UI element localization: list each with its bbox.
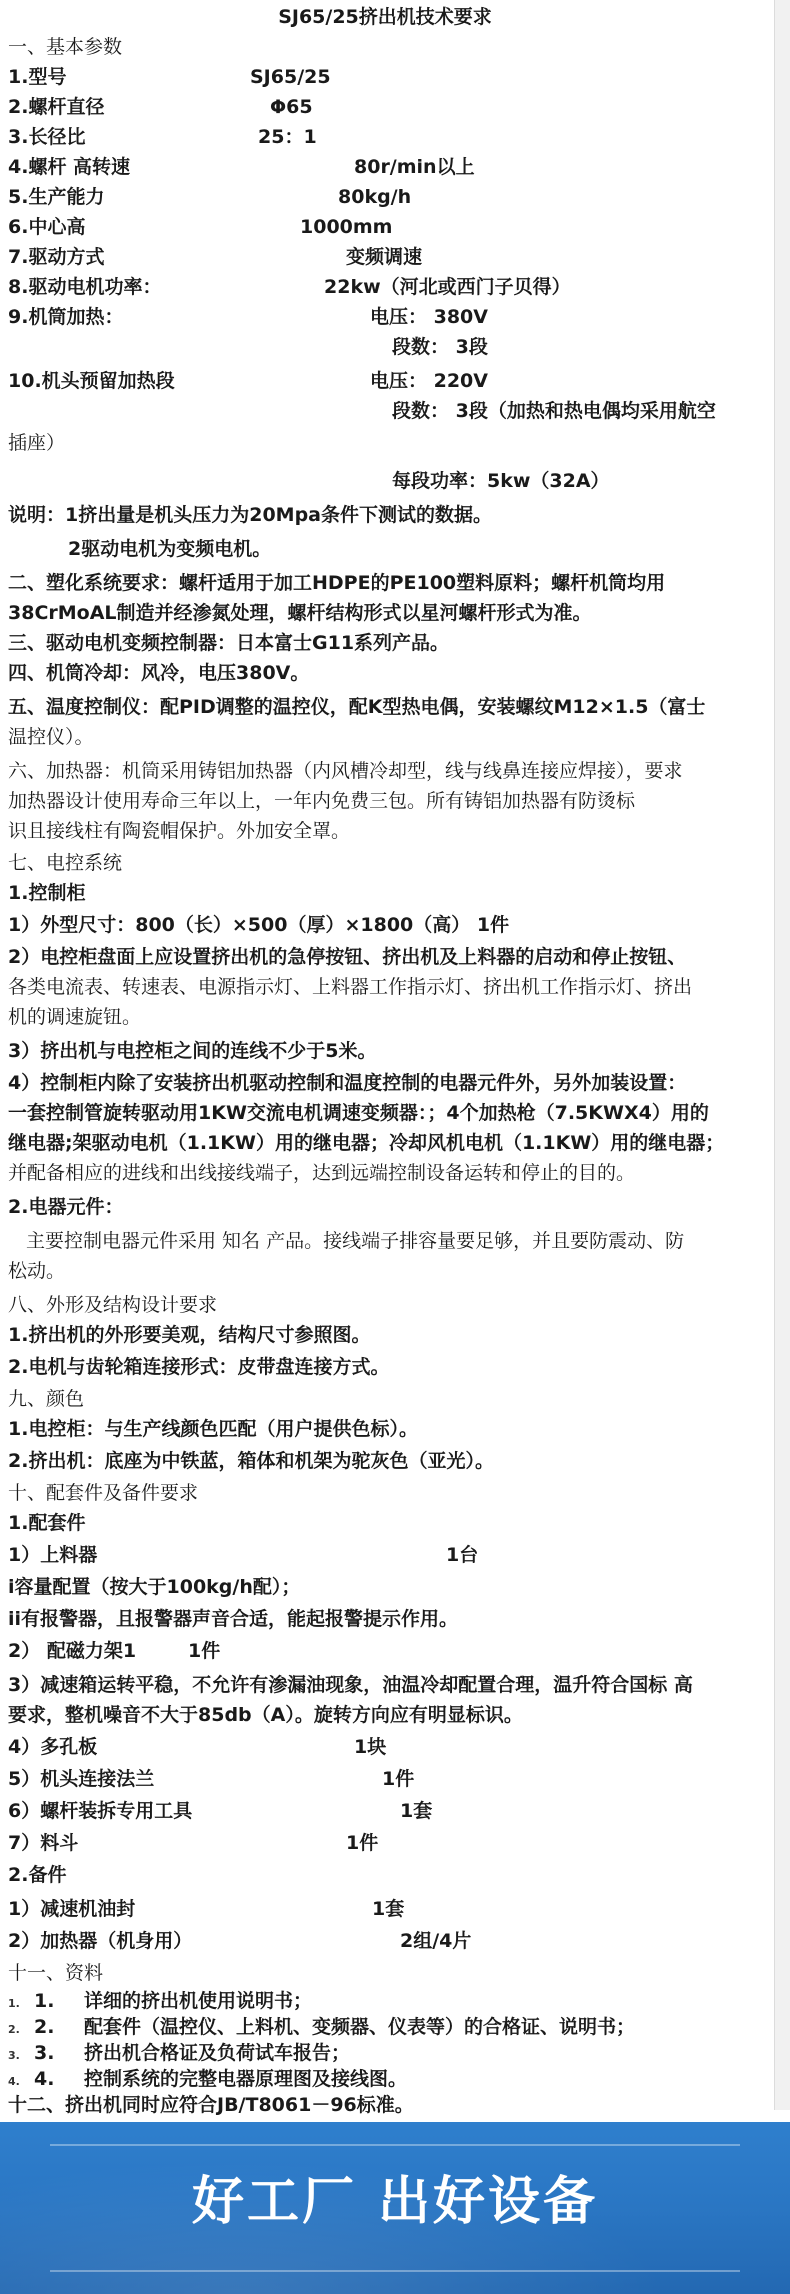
param-label: 5.生产能力 <box>8 186 105 208</box>
accessory-loader-alarm: ii有报警器，且报警器声音合适，能起报警提示作用。 <box>8 1608 459 1630</box>
design-1: 1.挤出机的外形要美观，结构尺寸参照图。 <box>8 1324 371 1346</box>
banner-rule-top <box>50 2144 740 2146</box>
section-design: 八、外形及结构设计要求 <box>8 1294 218 1316</box>
doc-item-num: 2. <box>34 2016 55 2038</box>
cabinet-panel-1: 2）电控柜盘面上应设置挤出机的急停按钮、挤出机及上料器的启动和停止按钮、 <box>8 946 687 968</box>
list-marker: 2. <box>8 2023 20 2036</box>
banner-slogan: 好工厂 出好设备 <box>191 2172 599 2232</box>
section-basic-params: 一、基本参数 <box>8 36 123 58</box>
cabinet-dimensions: 1）外型尺寸：800（长）×500（厚）×1800（高） 1件 <box>8 914 510 936</box>
cabinet-extra-2: 一套控制管旋转驱动用1KW交流电机调速变频器：；4个加热枪（7.5KWX4）用的 <box>8 1102 709 1124</box>
param-label: 7.驱动方式 <box>8 246 105 268</box>
components-1: 主要控制电器元件采用 知名 产品。接线端子排容量要足够，并且要防震动、防 <box>26 1230 685 1252</box>
param-value: 80r/min以上 <box>354 156 475 178</box>
section-color: 九、颜色 <box>8 1388 85 1410</box>
cabinet-panel-2: 各类电流表、转速表、电源指示灯、上料器工作指示灯、挤出机工作指示灯、挤出 <box>8 976 693 998</box>
subsection-accessory-parts: 1.配套件 <box>8 1512 86 1534</box>
param-label: 1.型号 <box>8 66 67 88</box>
param-label: 9.机筒加热： <box>8 306 124 328</box>
item-label: 1）减速机油封 <box>8 1898 136 1920</box>
param-voltage: 电压： 220V <box>370 370 488 392</box>
item-label: 2）加热器（机身用） <box>8 1930 193 1952</box>
param-label: 3.长径比 <box>8 126 86 148</box>
cabinet-cable: 3）挤出机与电控柜之间的连线不少于5米。 <box>8 1040 377 1062</box>
cabinet-extra-3: 继电器;架驱动电机（1.1KW）用的继电器；冷却风机电机（1.1KW）用的继电器； <box>8 1132 725 1154</box>
accessory-gearbox-2: 要求，整机噪音不大于85db（A）。旋转方向应有明显标识。 <box>8 1704 523 1726</box>
doc-item-num: 3. <box>34 2042 55 2064</box>
cabinet-extra-4: 并配备相应的进线和出线接线端子，达到远端控制设备运转和停止的目的。 <box>8 1162 636 1184</box>
item-qty: 2组/4片 <box>400 1930 472 1952</box>
doc-item-num: 4. <box>34 2068 55 2090</box>
item-label: 2） 配磁力架1 <box>8 1640 137 1662</box>
doc-item-num: 1. <box>34 1990 55 2012</box>
subsection-cabinet: 1.控制柜 <box>8 882 86 904</box>
accessory-loader-capacity: i容量配置（按大于100kg/h配）； <box>8 1576 301 1598</box>
item-qty: 1台 <box>446 1544 479 1566</box>
param-value: Φ65 <box>270 96 313 118</box>
param-value: 变频调速 <box>346 246 423 268</box>
list-marker: 4. <box>8 2075 20 2088</box>
param-value: 22kw（河北或西门子贝得） <box>324 276 571 298</box>
param-label: 4.螺杆 高转速 <box>8 156 131 178</box>
note-1: 说明：1挤出量是机头压力为20Mpa条件下测试的数据。 <box>8 504 492 526</box>
subsection-components: 2.电器元件： <box>8 1196 124 1218</box>
item-qty: 1块 <box>354 1736 387 1758</box>
document-title: SJ65/25挤出机技术要求 <box>278 6 492 28</box>
section-heater-1: 六、加热器：机筒采用铸铝加热器（内风槽冷却型，线与线鼻连接应焊接），要求 <box>8 760 683 782</box>
components-2: 松动。 <box>8 1260 66 1282</box>
item-label: 6）螺杆装拆专用工具 <box>8 1800 193 1822</box>
banner-rule-bottom <box>50 2270 740 2272</box>
param-label: 10.机头预留加热段 <box>8 370 175 392</box>
param-value: 1000mm <box>300 216 393 238</box>
section-documents: 十一、资料 <box>8 1962 104 1984</box>
subsection-spare-parts: 2.备件 <box>8 1864 67 1886</box>
slogan-banner <box>0 2122 790 2294</box>
item-qty: 1件 <box>346 1832 379 1854</box>
item-label: 5）机头连接法兰 <box>8 1768 155 1790</box>
param-power: 每段功率：5kw（32A） <box>392 470 610 492</box>
list-marker: 3. <box>8 2049 20 2062</box>
param-value: 80kg/h <box>338 186 412 208</box>
section-temp-control-1: 五、温度控制仪：配PID调整的温控仪，配K型热电偶，安装螺纹M12×1.5（富士 <box>8 696 706 718</box>
param-value: SJ65/25 <box>250 66 331 88</box>
cabinet-panel-3: 机的调速旋钮。 <box>8 1006 142 1028</box>
item-qty: 1件 <box>188 1640 221 1662</box>
item-label: 7）料斗 <box>8 1832 79 1854</box>
design-2: 2.电机与齿轮箱连接形式：皮带盘连接方式。 <box>8 1356 390 1378</box>
section-heater-2: 加热器设计使用寿命三年以上，一年内免费三包。所有铸铝加热器有防烫标 <box>8 790 636 812</box>
param-segments: 段数： 3段（加热和热电偶均采用航空 <box>392 400 716 422</box>
param-value: 25：1 <box>258 126 317 148</box>
section-electrical: 七、电控系统 <box>8 852 123 874</box>
item-qty: 1套 <box>372 1898 405 1920</box>
page-edge <box>774 0 790 2110</box>
item-label: 4）多孔板 <box>8 1736 98 1758</box>
item-label: 1）上料器 <box>8 1544 98 1566</box>
param-segments: 段数： 3段 <box>392 336 488 358</box>
note-2: 2驱动电机为变频电机。 <box>68 538 272 560</box>
doc-item-text: 详细的挤出机使用说明书； <box>84 1990 313 2012</box>
item-qty: 1套 <box>400 1800 433 1822</box>
param-label: 6.中心高 <box>8 216 86 238</box>
section-vfd: 三、驱动电机变频控制器：日本富士G11系列产品。 <box>8 632 450 654</box>
param-voltage: 电压： 380V <box>370 306 488 328</box>
section-plasticizing-2: 38CrMoAL制造并经渗氮处理，螺杆结构形式以星河螺杆形式为准。 <box>8 602 592 624</box>
doc-item-text: 配套件（温控仪、上料机、变频器、仪表等）的合格证、说明书； <box>84 2016 636 2038</box>
color-1: 1.电控柜：与生产线颜色匹配（用户提供色标）。 <box>8 1418 418 1440</box>
section-accessories: 十、配套件及备件要求 <box>8 1482 199 1504</box>
section-heater-3: 识且接线柱有陶瓷帽保护。外加安全罩。 <box>8 820 351 842</box>
item-qty: 1件 <box>382 1768 415 1790</box>
section-temp-control-2: 温控仪）。 <box>8 726 94 748</box>
param-label: 2.螺杆直径 <box>8 96 105 118</box>
doc-item-text: 控制系统的完整电器原理图及接线图。 <box>84 2068 408 2090</box>
cabinet-extra-1: 4）控制柜内除了安装挤出机驱动控制和温度控制的电器元件外，另外加装设置： <box>8 1072 687 1094</box>
section-standard: 十二、挤出机同时应符合JB/T8061－96标准。 <box>8 2094 414 2116</box>
accessory-gearbox-1: 3）减速箱运转平稳，不允许有渗漏油现象，油温冷却配置合理，温升符合国标 高 <box>8 1674 693 1696</box>
section-plasticizing-1: 二、塑化系统要求：螺杆适用于加工HDPE的PE100塑料原料；螺杆机筒均用 <box>8 572 666 594</box>
doc-item-text: 挤出机合格证及负荷试车报告； <box>84 2042 351 2064</box>
param-head-segments-cont: 插座） <box>8 432 66 454</box>
section-cooling: 四、机筒冷却：风冷，电压380V。 <box>8 662 310 684</box>
param-label: 8.驱动电机功率： <box>8 276 162 298</box>
list-marker: 1. <box>8 1997 20 2010</box>
color-2: 2.挤出机：底座为中铁蓝，箱体和机架为驼灰色（亚光）。 <box>8 1450 494 1472</box>
